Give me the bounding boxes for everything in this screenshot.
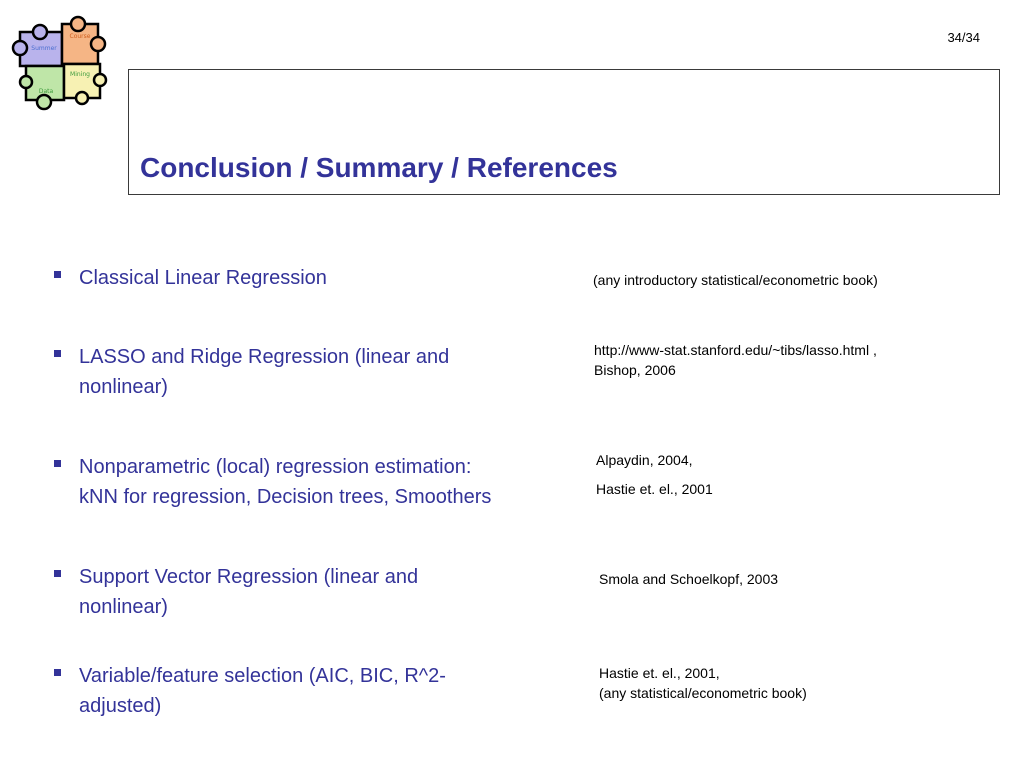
puzzle-label-course: Course (69, 33, 91, 40)
reference-text: (any introductory statistical/econometric book) (593, 272, 878, 288)
bullet-text: Classical Linear Regression (79, 267, 327, 289)
puzzle-logo-icon (10, 10, 115, 115)
bullet-text: Variable/feature selection (AIC, BIC, R^2- adjusted) (79, 665, 446, 717)
bullet-square-icon (54, 350, 61, 357)
puzzle-label-data: Data (38, 88, 54, 95)
puzzle-piece-mining (64, 64, 106, 104)
reference-text: Hastie et. el., 2001 (596, 481, 713, 497)
bullet-text: Support Vector Regression (linear and nonlinear) (79, 566, 419, 618)
bullet-square-icon (54, 271, 61, 278)
bullet-text: Nonparametric (local) regression estimation: kNN for regression, Decision trees, Smoothers (79, 456, 492, 508)
title-box (128, 69, 1000, 195)
bullet-text: LASSO and Ridge Regression (linear and nonlinear) (79, 346, 450, 398)
reference-text: Alpaydin, 2004, (596, 452, 693, 468)
puzzle-label-summer: Summer (31, 45, 57, 52)
page-title: Conclusion / Summary / References (140, 152, 618, 183)
bullet-square-icon (54, 460, 61, 467)
puzzle-piece-course (62, 17, 105, 64)
reference-text: http://www-stat.stanford.edu/~tibs/lasso.html , Bishop, 2006 (594, 342, 877, 378)
reference-text: Hastie et. el., 2001, (any statistical/econometric book) (599, 665, 807, 701)
reference-text: Smola and Schoelkopf, 2003 (599, 571, 779, 587)
bullet-square-icon (54, 669, 61, 676)
puzzle-label-mining: Mining (70, 71, 90, 78)
page-number: 34/34 (947, 30, 980, 45)
bullet-square-icon (54, 570, 61, 577)
